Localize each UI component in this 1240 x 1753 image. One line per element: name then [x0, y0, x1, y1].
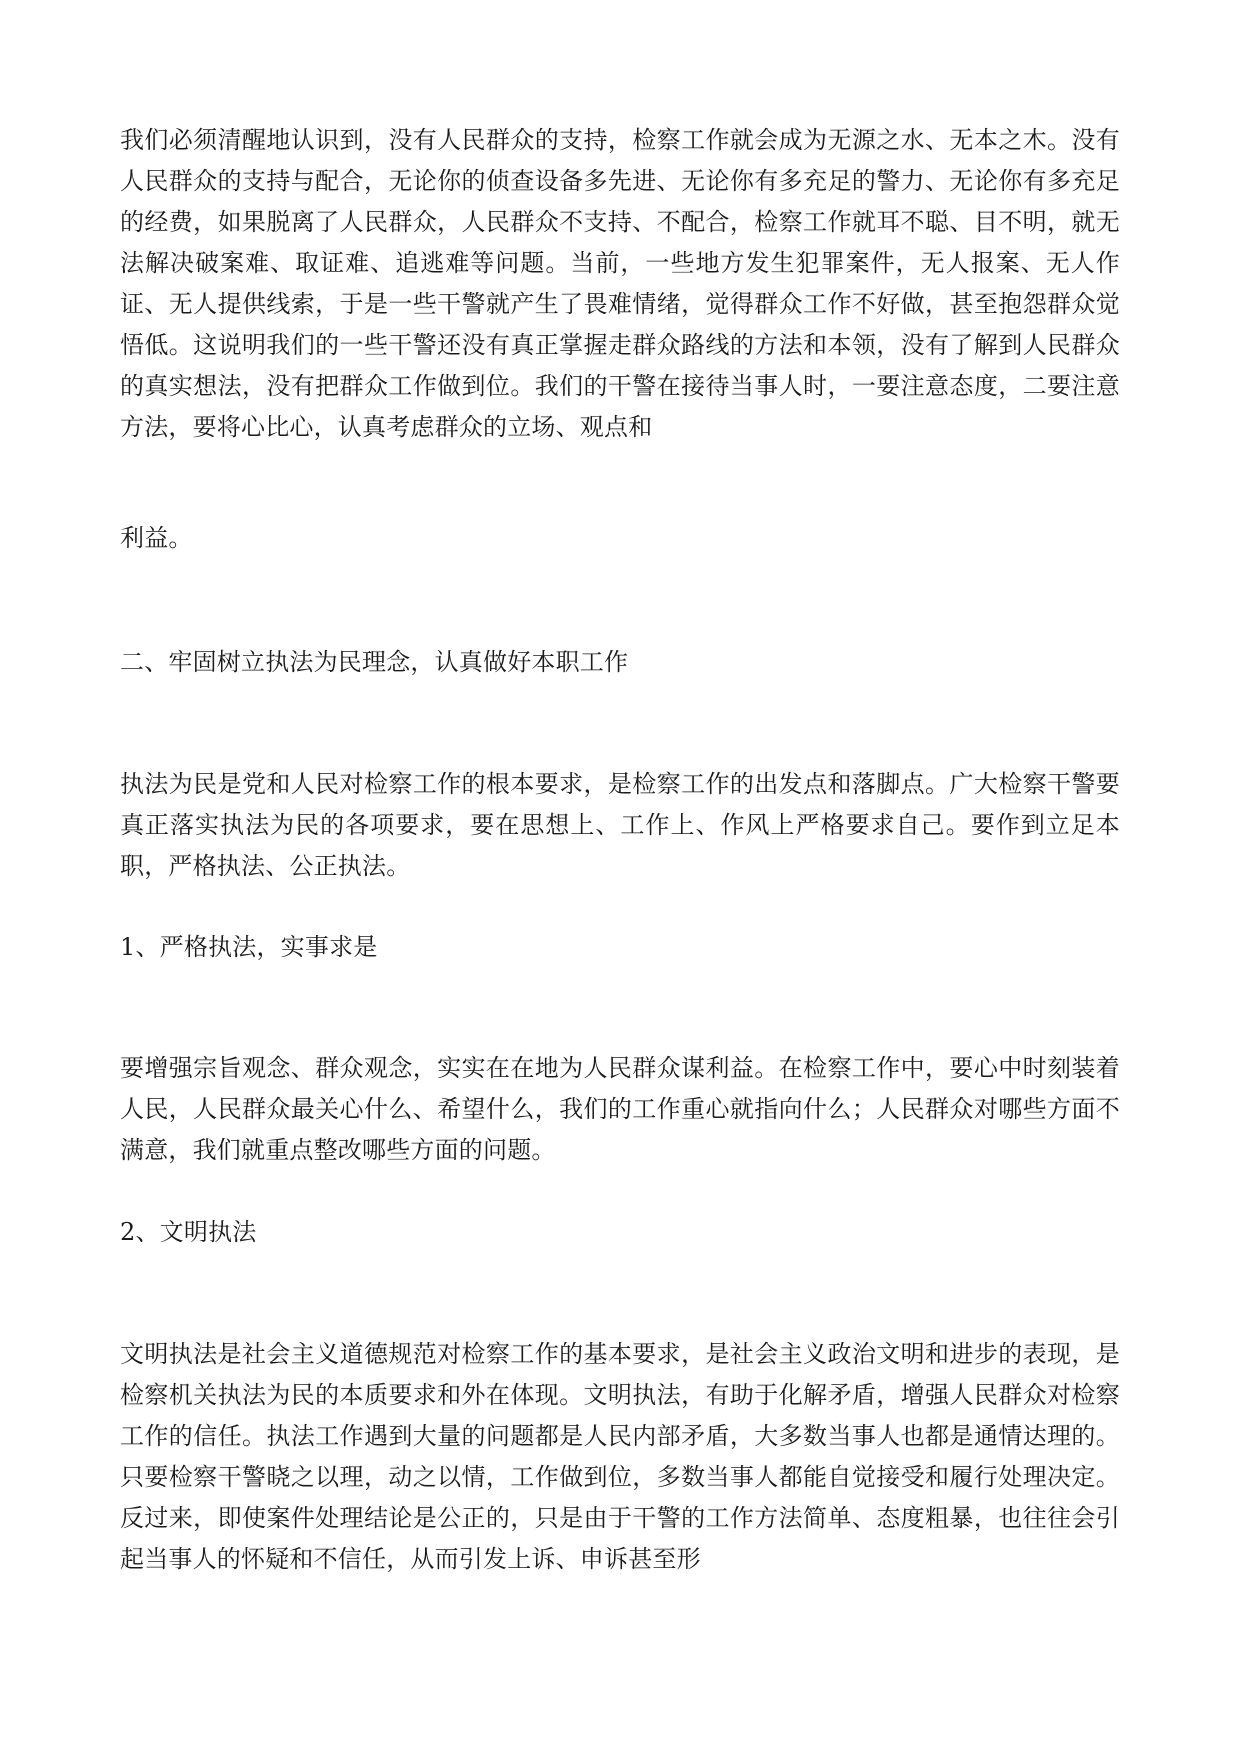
section-heading-2: 二、牢固树立执法为民理念，认真做好本职工作: [120, 648, 629, 676]
paragraph-strict-law: 要增强宗旨观念、群众观念，实实在在地为人民群众谋利益。在检察工作中，要心中时刻装着人民，人民群众最关心什么、希望什么，我们的工作重心就指向什么；人民群众对哪些方面不满意，我们就重点整改哪些方面的问题。: [120, 1054, 1120, 1164]
subheading-strict-law: 1、严格执法，实事求是: [120, 933, 378, 961]
paragraph-civilized-law: 文明执法是社会主义道德规范对检察工作的基本要求，是社会主义政治文明和进步的表现，是检察机关执法为民的本质要求和外在体现。文明执法，有助于化解矛盾，增强人民群众对检察工作的信任。执法工作遇到大量的问题都是人民内部矛盾，大多数当事人也都是通情达理的。只要检察干警晓之以理，动之以情，工作做到位，多数当事人都能自觉接受和履行处理决定。反过来，即使案件处理结论是公正的，只是由于干警的工作方法简单、态度粗暴，也往往会引起当事人的怀疑和不信任，从而引发上诉、申诉甚至形: [120, 1340, 1120, 1573]
paragraph-masses-support: 我们必须清醒地认识到，没有人民群众的支持，检察工作就会成为无源之水、无本之木。没有人民群众的支持与配合，无论你的侦查设备多先进、无论你有多充足的警力、无论你有多充足的经费，如果脱离了人民群众，人民群众不支持、不配合，检察工作就耳不聪、目不明，就无法解决破案难、取证难、追逃难等问题。当前，一些地方发生犯罪案件，无人报案、无人作证、无人提供线索，于是一些干警就产生了畏难情绪，觉得群众工作不好做，甚至抱怨群众觉悟低。这说明我们的一些干警还没有真正掌握走群众路线的方法和本领，没有了解到人民群众的真实想法，没有把群众工作做到位。我们的干警在接待当事人时，一要注意态度，二要注意方法，要将心比心，认真考虑群众的立场、观点和: [120, 126, 1120, 441]
paragraph-continuation: 利益。: [120, 524, 193, 552]
paragraph-law-for-people: 执法为民是党和人民对检察工作的根本要求，是检察工作的出发点和落脚点。广大检察干警要真正落实执法为民的各项要求，要在思想上、工作上、作风上严格要求自己。要作到立足本职，严格执法、公正执法。: [120, 770, 1120, 880]
subheading-civilized-law: 2、文明执法: [120, 1218, 257, 1246]
document-page: [120, 0, 1120, 1753]
